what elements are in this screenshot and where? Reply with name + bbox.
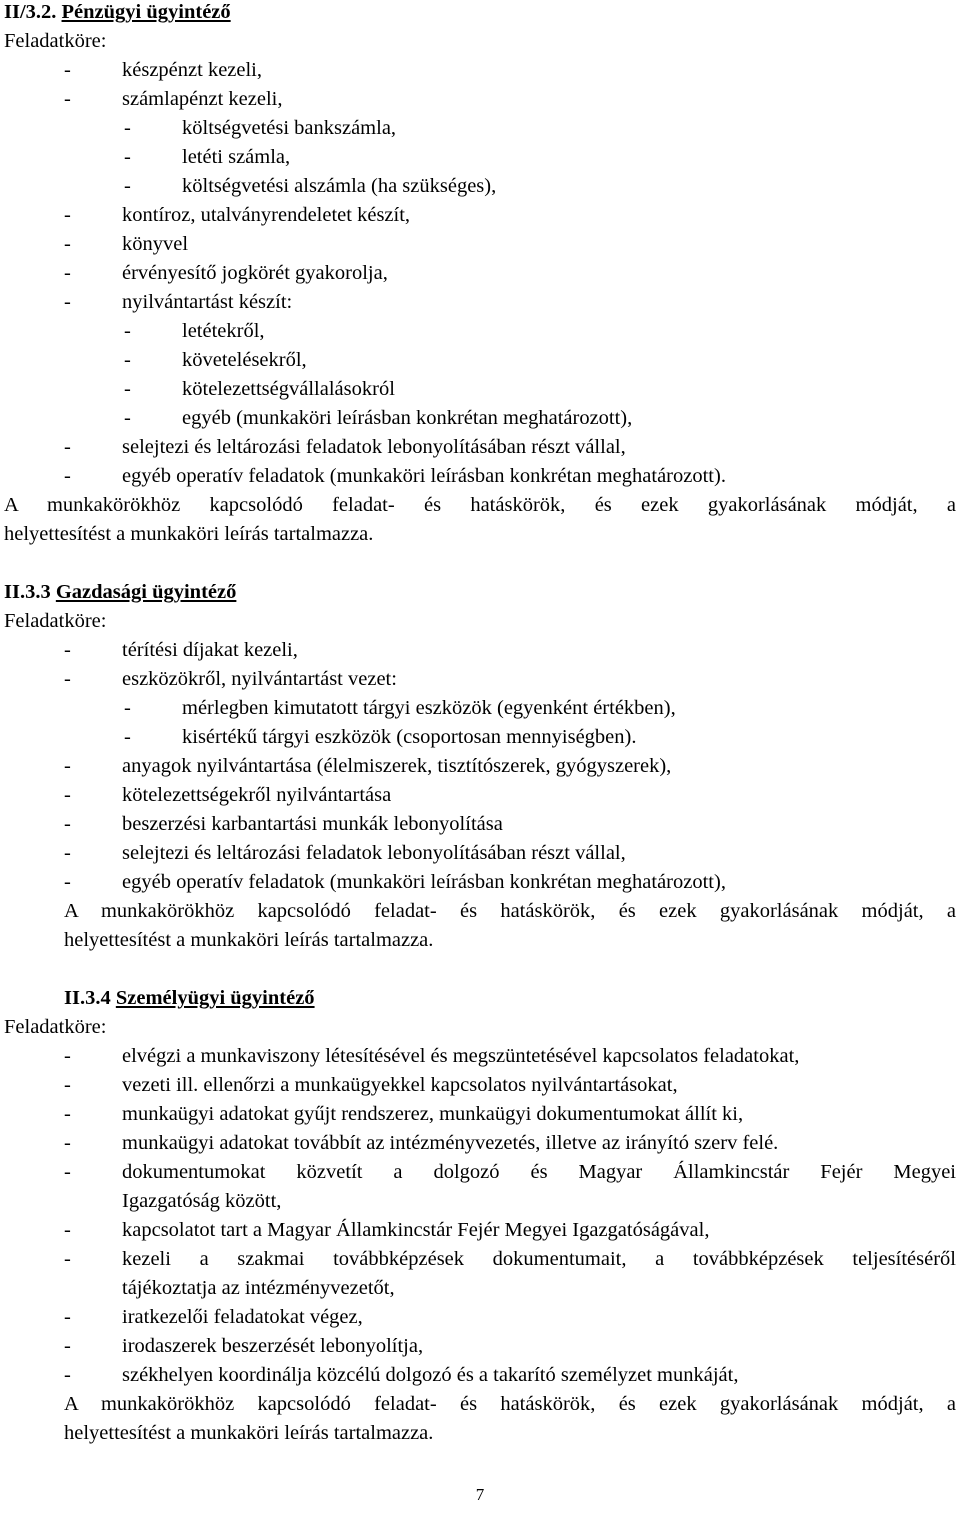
sub-list-item — [124, 348, 307, 372]
section-subtitle: Feladatköre: — [4, 1016, 107, 1038]
bullet-dash: - — [124, 146, 131, 168]
list-item — [64, 870, 726, 894]
sub-list-item — [124, 725, 636, 749]
bullet-dash: - — [64, 1103, 71, 1125]
list-item-text: selejtezi és leltározási feladatok lebonyolításában részt vállal, — [122, 842, 626, 864]
bullet-dash: - — [64, 668, 71, 690]
list-item-text: térítési díjakat kezeli, — [122, 639, 298, 661]
list-item — [64, 87, 283, 111]
bullet-dash: - — [124, 320, 131, 342]
bullet-dash: - — [124, 726, 131, 748]
bullet-dash: - — [64, 1219, 71, 1241]
section-title: Pénzügyi ügyintéző — [61, 1, 231, 23]
list-item-text: irodaszerek beszerzését lebonyolítja, — [122, 1335, 424, 1357]
list-item-text: kezeli a szakmai továbbképzések dokumentumait, a továbbképzések teljesítéséről — [122, 1248, 956, 1270]
sub-list-item — [124, 174, 496, 198]
list-item — [64, 783, 391, 807]
bullet-dash: - — [64, 755, 71, 777]
list-item-text: kontíroz, utalványrendeletet készít, — [122, 204, 411, 226]
list-item-text: elvégzi a munkaviszony létesítésével és megszüntetésével kapcsolatos feladatokat, — [122, 1045, 800, 1067]
bullet-dash: - — [64, 639, 71, 661]
list-item — [64, 1044, 799, 1068]
section-subtitle: Feladatköre: — [4, 30, 107, 52]
list-item — [64, 1247, 956, 1271]
list-item-text: letétekről, — [182, 320, 265, 342]
bullet-dash: - — [124, 378, 131, 400]
list-item-text: kapcsolatot tart a Magyar Államkincstár Fejér Megyei Igazgatóságával, — [122, 1219, 710, 1241]
list-item-text: eszközökről, nyilvántartást vezet: — [122, 668, 397, 690]
bullet-dash: - — [64, 1364, 71, 1386]
section-number: II.3.3 — [4, 581, 51, 603]
list-item — [64, 667, 397, 691]
bullet-dash: - — [64, 842, 71, 864]
closing-paragraph-line: A munkakörökhöz kapcsolódó feladat- és hatáskörök, és ezek gyakorlásának módját, a — [64, 900, 956, 922]
section-subtitle: Feladatköre: — [4, 610, 107, 632]
section-title: Személyügyi ügyintéző — [115, 987, 315, 1009]
list-item-text: költségvetési bankszámla, — [182, 117, 397, 139]
bullet-dash: - — [64, 1306, 71, 1328]
list-item-text: letéti számla, — [182, 146, 291, 168]
bullet-dash: - — [124, 175, 131, 197]
list-item — [64, 1305, 363, 1329]
list-item-text: egyéb (munkaköri leírásban konkrétan meghatározott), — [182, 407, 633, 429]
list-item-continuation: Igazgatóság között, — [122, 1190, 282, 1212]
list-item-text: kisértékű tárgyi eszközök (csoportosan mennyiségben). — [182, 726, 637, 748]
section-number: II.3.4 — [64, 987, 111, 1009]
list-item — [64, 1363, 738, 1387]
bullet-dash: - — [64, 1161, 71, 1183]
bullet-dash: - — [64, 1335, 71, 1357]
page-number: 7 — [475, 1485, 485, 1504]
list-item-text: számlapénzt kezeli, — [122, 88, 283, 110]
list-item-text: vezeti ill. ellenőrzi a munkaügyekkel kapcsolatos nyilvántartásokat, — [122, 1074, 678, 1096]
bullet-dash: - — [64, 813, 71, 835]
sub-list-item — [124, 406, 632, 430]
list-item — [64, 812, 503, 836]
bullet-dash: - — [64, 1074, 71, 1096]
bullet-dash: - — [64, 262, 71, 284]
list-item — [64, 1160, 956, 1184]
list-item-text: iratkezelői feladatokat végez, — [122, 1306, 363, 1328]
list-item — [64, 58, 262, 82]
bullet-dash: - — [64, 465, 71, 487]
section-heading-penzugyi — [4, 0, 231, 24]
list-item — [64, 1073, 678, 1097]
list-item — [64, 435, 626, 459]
bullet-dash: - — [64, 233, 71, 255]
list-item-text: kötelezettségvállalásokról — [182, 378, 395, 400]
list-item-text: munkaügyi adatokat gyűjt rendszerez, munkaügyi dokumentumokat állít ki, — [122, 1103, 744, 1125]
bullet-dash: - — [64, 291, 71, 313]
bullet-dash: - — [64, 1248, 71, 1270]
sub-list-item — [124, 116, 396, 140]
sub-list-item — [124, 696, 676, 720]
list-item — [64, 841, 626, 865]
list-item-text: nyilvántartást készít: — [122, 291, 293, 313]
list-item — [64, 203, 410, 227]
list-item-text: dokumentumokat közvetít a dolgozó és Magyar Államkincstár Fejér Megyei — [122, 1161, 956, 1183]
bullet-dash: - — [64, 871, 71, 893]
bullet-dash: - — [64, 436, 71, 458]
list-item-text: székhelyen koordinálja közcélú dolgozó és a takarító személyzet munkáját, — [122, 1364, 739, 1386]
list-item — [64, 464, 726, 488]
list-item-text: mérlegben kimutatott tárgyi eszközök (egyenként értékben), — [182, 697, 676, 719]
sub-list-item — [124, 319, 265, 343]
section-title: Gazdasági ügyintéző — [55, 581, 237, 603]
list-item — [64, 638, 298, 662]
list-item — [64, 290, 292, 314]
list-item-text: követelésekről, — [182, 349, 307, 371]
list-item-text: anyagok nyilvántartása (élelmiszerek, tisztítószerek, gyógyszerek), — [122, 755, 672, 777]
bullet-dash: - — [64, 204, 71, 226]
bullet-dash: - — [64, 784, 71, 806]
sub-list-item — [124, 145, 290, 169]
closing-paragraph-line: A munkakörökhöz kapcsolódó feladat- és hatáskörök, és ezek gyakorlásának módját, a — [4, 494, 956, 516]
list-item-text: egyéb operatív feladatok (munkaköri leírásban konkrétan meghatározott), — [122, 871, 726, 893]
closing-paragraph-line: helyettesítést a munkaköri leírás tartalmazza. — [64, 929, 434, 951]
list-item — [64, 232, 188, 256]
list-item — [64, 1102, 743, 1126]
list-item-text: készpénzt kezeli, — [122, 59, 263, 81]
closing-paragraph-line: helyettesítést a munkaköri leírás tartalmazza. — [64, 1422, 434, 1444]
list-item-continuation: tájékoztatja az intézményvezetőt, — [122, 1277, 395, 1299]
list-item-text: érvényesítő jogkörét gyakorolja, — [122, 262, 388, 284]
list-item — [64, 261, 388, 285]
bullet-dash: - — [64, 1132, 71, 1154]
bullet-dash: - — [124, 349, 131, 371]
list-item-text: egyéb operatív feladatok (munkaköri leírásban konkrétan meghatározott). — [122, 465, 726, 487]
closing-paragraph-line: A munkakörökhöz kapcsolódó feladat- és hatáskörök, és ezek gyakorlásának módját, a — [64, 1393, 956, 1415]
bullet-dash: - — [64, 59, 71, 81]
sub-list-item — [124, 377, 395, 401]
list-item-text: könyvel — [122, 233, 189, 255]
list-item-text: beszerzési karbantartási munkák lebonyolítása — [122, 813, 503, 835]
bullet-dash: - — [64, 88, 71, 110]
list-item-text: munkaügyi adatokat továbbít az intézményvezetés, illetve az irányító szerv felé. — [122, 1132, 779, 1154]
list-item — [64, 754, 671, 778]
list-item-text: selejtezi és leltározási feladatok lebonyolításában részt vállal, — [122, 436, 626, 458]
bullet-dash: - — [124, 117, 131, 139]
list-item-text: kötelezettségekről nyilvántartása — [122, 784, 392, 806]
closing-paragraph-line: helyettesítést a munkaköri leírás tartalmazza. — [4, 523, 374, 545]
bullet-dash: - — [124, 407, 131, 429]
bullet-dash: - — [64, 1045, 71, 1067]
section-heading-gazdasagi — [4, 580, 236, 604]
list-item-text: költségvetési alszámla (ha szükséges), — [182, 175, 497, 197]
list-item — [64, 1131, 778, 1155]
list-item — [64, 1218, 709, 1242]
list-item — [64, 1334, 423, 1358]
section-number: II/3.2. — [4, 1, 57, 23]
section-heading-szemelyugyi — [64, 986, 315, 1010]
bullet-dash: - — [124, 697, 131, 719]
